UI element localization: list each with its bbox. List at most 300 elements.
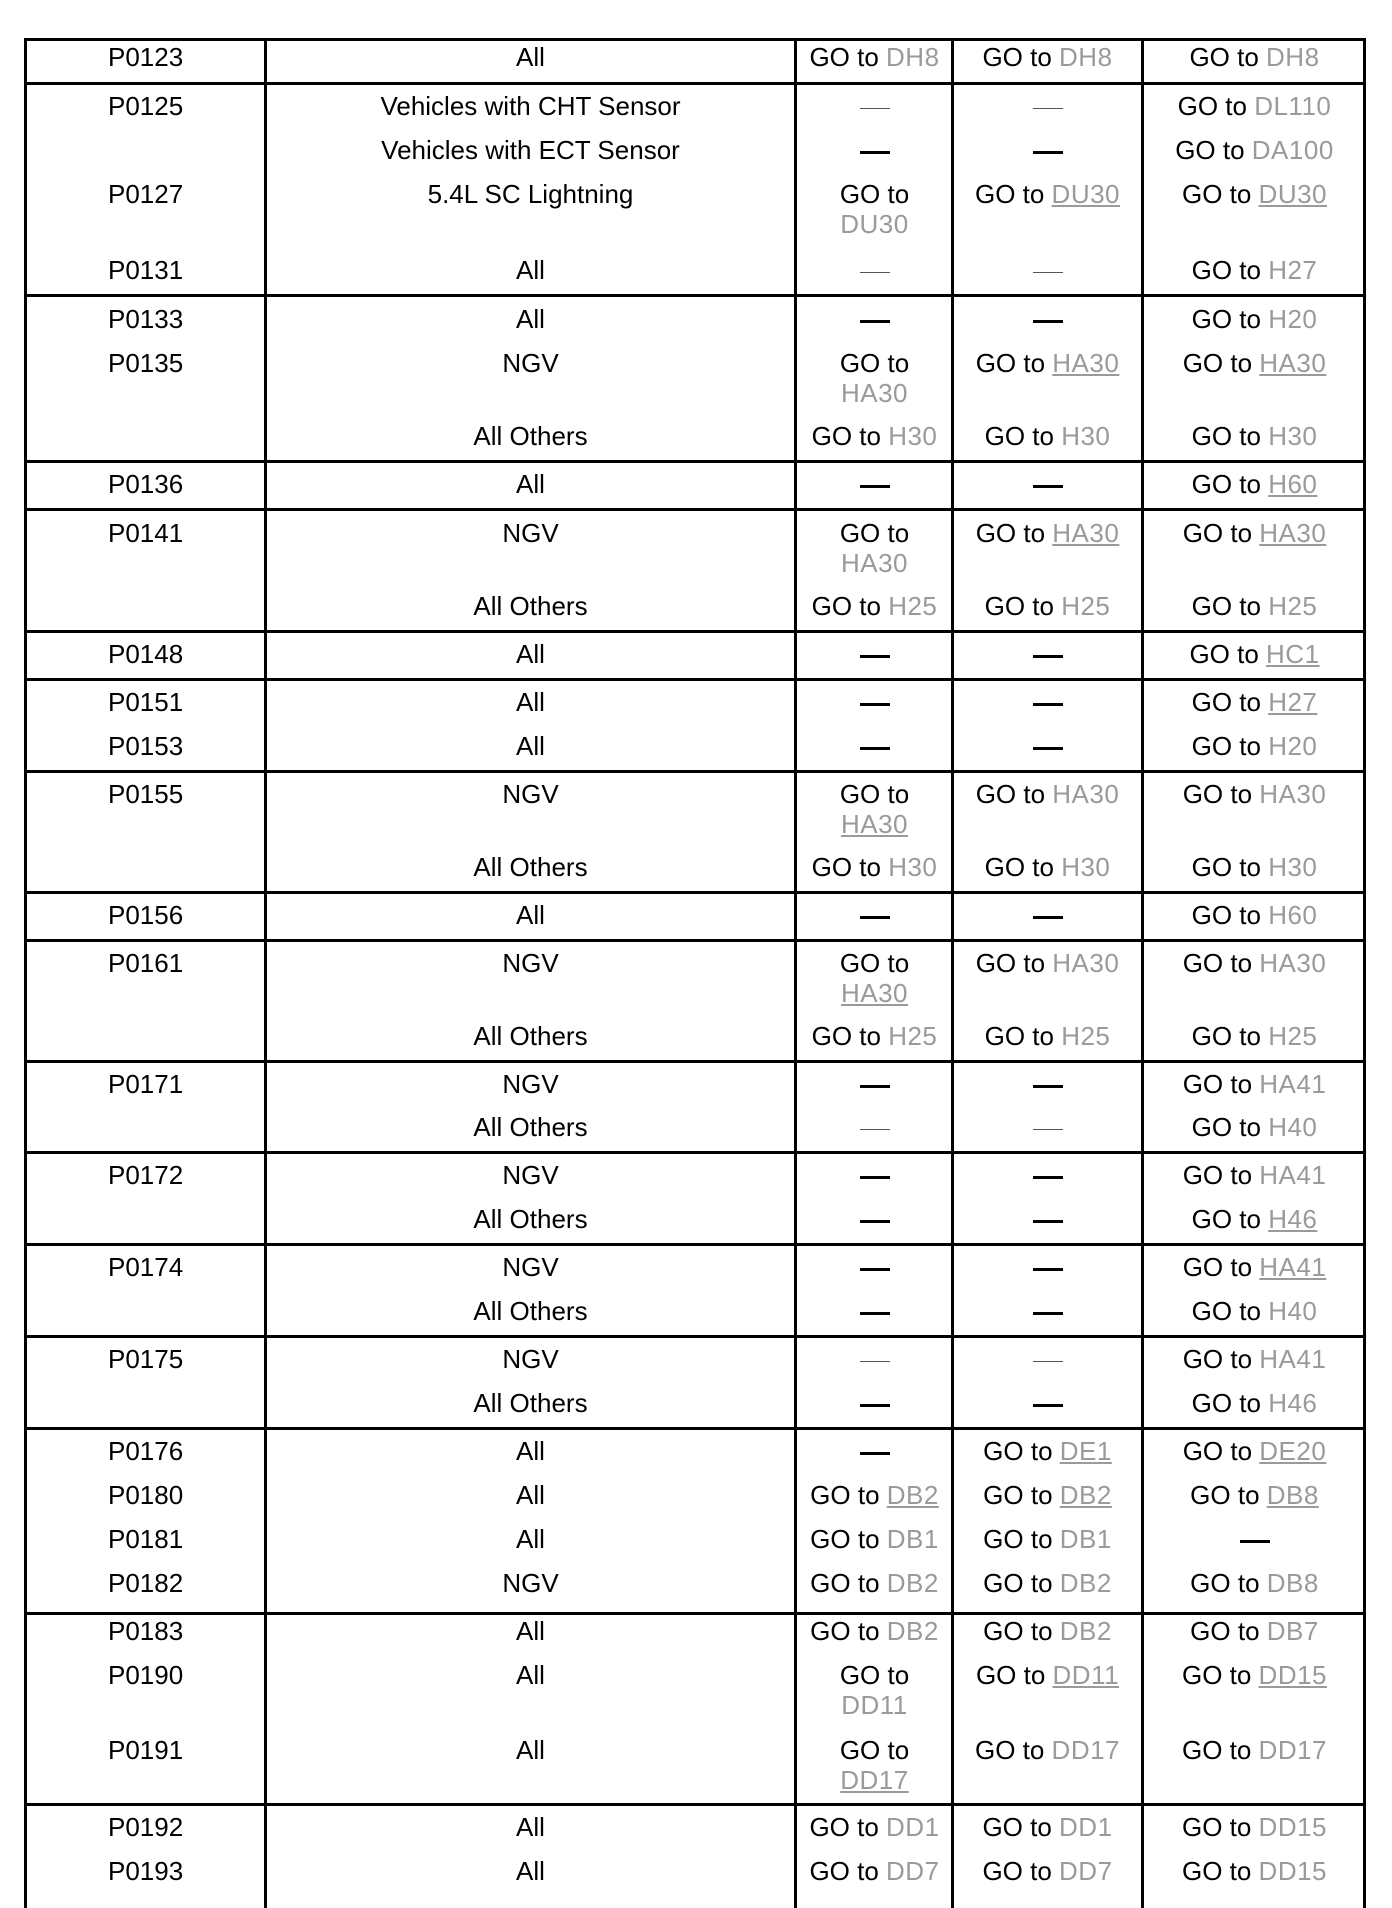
action-cell — [1145, 852, 1364, 882]
action-cell — [1145, 1480, 1364, 1510]
action-cell — [798, 348, 951, 408]
action-cell — [798, 1296, 951, 1326]
goto-label: GO to — [1191, 421, 1269, 451]
action-cell — [798, 135, 951, 165]
action-cell — [798, 469, 951, 499]
action-cell — [798, 255, 951, 285]
action-cell — [798, 1160, 951, 1190]
action-cell — [955, 42, 1140, 72]
action-cell — [955, 1812, 1140, 1842]
action-cell — [798, 1568, 951, 1598]
goto-label: GO to — [1191, 304, 1269, 334]
action-cell — [798, 1112, 951, 1142]
row-divider — [24, 508, 1365, 511]
action-cell — [1145, 1160, 1364, 1190]
goto-label: GO to — [982, 1812, 1060, 1842]
dtc-code: P0153 — [108, 731, 184, 761]
dtc-code: P0181 — [108, 1524, 184, 1554]
pinpoint-test-link[interactable]: H46 — [1268, 1204, 1318, 1234]
action-cell — [798, 518, 951, 578]
goto-label: GO to — [839, 779, 910, 809]
pinpoint-test-link[interactable]: DB8 — [1266, 1480, 1319, 1510]
vehicle-label: All Others — [473, 591, 588, 621]
action-cell — [1145, 1568, 1364, 1598]
dtc-code: P0141 — [108, 518, 184, 548]
dtc-code: P0171 — [108, 1069, 184, 1099]
pinpoint-test-ref: DB8 — [1266, 1568, 1319, 1598]
vehicle-label: NGV — [502, 1568, 559, 1598]
action-cell — [955, 1436, 1140, 1466]
vehicle-label: NGV — [502, 1252, 559, 1282]
goto-label: GO to — [975, 348, 1053, 378]
vehicle-label: All — [516, 687, 545, 717]
pinpoint-test-ref: DD17 — [1258, 1735, 1328, 1765]
row-divider — [24, 82, 1365, 85]
goto-label: GO to — [1191, 852, 1269, 882]
pinpoint-test-link[interactable]: H27 — [1268, 687, 1318, 717]
goto-label: GO to — [839, 1660, 910, 1690]
action-cell — [798, 1524, 951, 1554]
goto-label: GO to — [811, 852, 889, 882]
dash-symbol — [860, 108, 890, 109]
dash-symbol — [860, 1312, 890, 1315]
goto-label: GO to — [975, 518, 1053, 548]
pinpoint-test-link[interactable]: DE20 — [1259, 1436, 1327, 1466]
action-cell — [955, 421, 1140, 451]
vehicle-label: All — [516, 255, 545, 285]
goto-label: GO to — [1182, 348, 1260, 378]
pinpoint-test-ref: H46 — [1268, 1388, 1318, 1418]
action-cell — [798, 1344, 951, 1374]
action-cell — [1145, 731, 1364, 761]
action-cell — [1145, 1112, 1364, 1142]
action-cell — [1145, 518, 1364, 548]
pinpoint-test-ref: DB1 — [1059, 1524, 1112, 1554]
goto-label: GO to — [974, 179, 1052, 209]
row-divider — [24, 1427, 1365, 1430]
pinpoint-test-link[interactable]: DU30 — [1051, 179, 1121, 209]
goto-label: GO to — [1182, 1069, 1260, 1099]
row-divider — [24, 1151, 1365, 1154]
goto-label: GO to — [983, 1616, 1060, 1646]
dtc-code: P0156 — [108, 900, 184, 930]
action-cell — [1145, 1021, 1364, 1051]
action-cell — [955, 639, 1140, 669]
goto-label: GO to — [983, 1436, 1060, 1466]
goto-label: GO to — [811, 591, 889, 621]
pinpoint-test-link[interactable]: HA30 — [840, 978, 909, 1008]
action-cell — [1145, 421, 1364, 451]
dash-symbol — [860, 1085, 890, 1088]
action-cell — [955, 1296, 1140, 1326]
action-cell — [798, 42, 951, 72]
dash-symbol — [860, 1404, 890, 1407]
row-divider — [24, 770, 1365, 773]
pinpoint-test-ref: DD15 — [1258, 1812, 1328, 1842]
pinpoint-test-ref: HA41 — [1259, 1160, 1327, 1190]
pinpoint-test-ref: DB2 — [1059, 1568, 1112, 1598]
goto-label: GO to — [984, 1021, 1062, 1051]
dash-symbol — [1033, 108, 1063, 109]
action-cell — [955, 779, 1140, 809]
pinpoint-test-link[interactable]: H60 — [1268, 469, 1318, 499]
action-cell — [955, 1021, 1140, 1051]
dash-symbol — [1033, 916, 1063, 919]
action-cell — [955, 135, 1140, 165]
dtc-code: P0183 — [108, 1616, 184, 1646]
goto-label: GO to — [809, 1856, 887, 1886]
goto-label: GO to — [809, 1812, 887, 1842]
pinpoint-test-link[interactable]: DB2 — [1059, 1480, 1112, 1510]
action-cell — [955, 591, 1140, 621]
row-divider — [24, 1243, 1365, 1246]
action-cell — [798, 91, 951, 121]
dash-symbol — [1033, 703, 1063, 706]
goto-label: GO to — [1190, 1616, 1267, 1646]
action-cell — [1145, 179, 1364, 209]
action-cell — [955, 1069, 1140, 1099]
action-cell — [1145, 255, 1364, 285]
vehicle-label: All — [516, 1524, 545, 1554]
goto-label: GO to — [1182, 779, 1260, 809]
goto-label: GO to — [1182, 1160, 1260, 1190]
action-cell — [798, 1735, 951, 1795]
pinpoint-test-ref: DA100 — [1251, 135, 1334, 165]
action-cell — [1145, 948, 1364, 978]
goto-label: GO to — [810, 1480, 887, 1510]
action-cell — [798, 1660, 951, 1720]
pinpoint-test-ref: DH8 — [1059, 42, 1113, 72]
goto-label: GO to — [839, 518, 910, 548]
action-cell — [955, 1388, 1140, 1418]
pinpoint-test-ref: DL110 — [1254, 91, 1332, 121]
action-cell — [1145, 304, 1364, 334]
vehicle-label: All — [516, 1856, 545, 1886]
pinpoint-test-link[interactable]: HA30 — [1259, 348, 1327, 378]
vehicle-label: NGV — [502, 518, 559, 548]
action-cell — [798, 687, 951, 717]
vehicle-label: NGV — [502, 779, 559, 809]
action-cell — [955, 852, 1140, 882]
goto-label: GO to — [1181, 179, 1259, 209]
dtc-code: P0151 — [108, 687, 184, 717]
dash-symbol — [1033, 1129, 1063, 1130]
pinpoint-test-ref: HA41 — [1259, 1069, 1327, 1099]
dash-symbol — [860, 485, 890, 488]
action-cell — [955, 1480, 1140, 1510]
goto-label: GO to — [809, 42, 887, 72]
goto-label: GO to — [984, 421, 1062, 451]
column-divider — [1141, 38, 1144, 1908]
vehicle-label: All — [516, 42, 545, 72]
pinpoint-test-ref: DB2 — [886, 1616, 939, 1646]
dash-symbol — [1033, 1312, 1063, 1315]
goto-label: GO to — [1181, 1856, 1259, 1886]
pinpoint-test-ref: DB2 — [1059, 1616, 1112, 1646]
pinpoint-test-link[interactable]: DU30 — [1258, 179, 1328, 209]
vehicle-label: All — [516, 639, 545, 669]
dtc-code: P0191 — [108, 1735, 184, 1765]
goto-label: GO to — [839, 179, 910, 209]
action-cell — [955, 731, 1140, 761]
row-divider — [24, 460, 1365, 463]
dash-symbol — [1033, 1361, 1063, 1362]
dtc-code: P0136 — [108, 469, 184, 499]
action-cell — [955, 1112, 1140, 1142]
pinpoint-test-link[interactable]: HA30 — [840, 809, 909, 839]
dash-symbol — [1033, 747, 1063, 750]
column-divider — [264, 38, 267, 1908]
action-cell — [955, 1735, 1140, 1765]
goto-label: GO to — [1182, 1344, 1260, 1374]
dash-symbol — [1033, 485, 1063, 488]
pinpoint-test-ref: H20 — [1268, 731, 1318, 761]
action-cell — [798, 731, 951, 761]
pinpoint-test-ref: H40 — [1268, 1296, 1318, 1326]
goto-label: GO to — [811, 421, 889, 451]
vehicle-label: All — [516, 1812, 545, 1842]
pinpoint-test-link[interactable]: DD15 — [1258, 1660, 1328, 1690]
goto-label: GO to — [1189, 639, 1267, 669]
pinpoint-test-ref: H25 — [888, 591, 938, 621]
pinpoint-test-ref: DD11 — [841, 1690, 908, 1720]
dtc-code: P0161 — [108, 948, 184, 978]
pinpoint-test-link[interactable]: HA41 — [1259, 1252, 1327, 1282]
action-cell — [798, 1021, 951, 1051]
dtc-code: P0190 — [108, 1660, 184, 1690]
action-cell — [1145, 1252, 1364, 1282]
action-cell — [798, 948, 951, 1008]
goto-label: GO to — [839, 948, 910, 978]
action-cell — [1145, 1388, 1364, 1418]
goto-label: GO to — [983, 1480, 1060, 1510]
action-cell — [955, 1616, 1140, 1646]
action-cell — [1145, 591, 1364, 621]
goto-label: GO to — [974, 1735, 1052, 1765]
vehicle-label: Vehicles with ECT Sensor — [381, 135, 680, 165]
pinpoint-test-ref: H30 — [1268, 852, 1318, 882]
goto-label: GO to — [1181, 1812, 1259, 1842]
vehicle-label: NGV — [502, 348, 559, 378]
dtc-code: P0175 — [108, 1344, 184, 1374]
goto-label: GO to — [811, 1021, 889, 1051]
pinpoint-test-ref: H25 — [1061, 591, 1111, 621]
pinpoint-test-link[interactable]: HC1 — [1266, 639, 1320, 669]
action-cell — [955, 1344, 1140, 1374]
pinpoint-test-ref: HA30 — [840, 378, 909, 408]
pinpoint-test-ref: H30 — [1061, 852, 1111, 882]
pinpoint-test-link[interactable]: HA30 — [1052, 518, 1120, 548]
row-divider — [24, 678, 1365, 681]
action-cell — [1145, 1296, 1364, 1326]
row-divider — [24, 1060, 1365, 1063]
pinpoint-test-link[interactable]: DD11 — [1052, 1660, 1120, 1690]
goto-label: GO to — [1191, 1296, 1269, 1326]
action-cell — [798, 1616, 951, 1646]
row-divider — [24, 38, 1365, 41]
action-cell — [798, 1436, 951, 1466]
action-cell — [955, 179, 1140, 209]
vehicle-label: All Others — [473, 1021, 588, 1051]
action-cell — [1145, 1735, 1364, 1765]
goto-label: GO to — [982, 42, 1060, 72]
vehicle-label: All — [516, 900, 545, 930]
vehicle-label: All Others — [473, 421, 588, 451]
pinpoint-test-ref: H30 — [888, 852, 938, 882]
pinpoint-test-ref: H30 — [1061, 421, 1111, 451]
action-cell — [1145, 1524, 1364, 1554]
action-cell — [1145, 1856, 1364, 1886]
action-cell — [1145, 91, 1364, 121]
action-cell — [1145, 779, 1364, 809]
action-cell — [955, 255, 1140, 285]
row-divider — [24, 891, 1365, 894]
vehicle-label: All — [516, 1660, 545, 1690]
pinpoint-test-ref: HA30 — [1052, 948, 1120, 978]
action-cell — [798, 421, 951, 451]
pinpoint-test-ref: HA30 — [840, 548, 909, 578]
pinpoint-test-ref: H25 — [1268, 1021, 1318, 1051]
goto-label: GO to — [839, 348, 910, 378]
dtc-code: P0148 — [108, 639, 184, 669]
action-cell — [955, 1856, 1140, 1886]
dtc-code: P0125 — [108, 91, 184, 121]
action-cell — [955, 518, 1140, 548]
goto-label: GO to — [1191, 687, 1269, 717]
dash-symbol — [860, 1452, 890, 1455]
pinpoint-test-link[interactable]: DD17 — [840, 1765, 909, 1795]
dash-symbol — [1033, 1176, 1063, 1179]
dash-symbol — [860, 747, 890, 750]
action-cell — [1145, 1616, 1364, 1646]
vehicle-label: NGV — [502, 1344, 559, 1374]
vehicle-label: All Others — [473, 852, 588, 882]
goto-label: GO to — [1191, 1112, 1269, 1142]
dash-symbol — [1033, 1220, 1063, 1223]
pinpoint-test-ref: HA30 — [1259, 779, 1327, 809]
pinpoint-test-ref: DB7 — [1266, 1616, 1319, 1646]
pinpoint-test-link[interactable]: DB2 — [886, 1480, 939, 1510]
vehicle-label: Vehicles with CHT Sensor — [380, 91, 681, 121]
pinpoint-test-link[interactable]: DE1 — [1059, 1436, 1112, 1466]
goto-label: GO to — [1189, 42, 1267, 72]
goto-label: GO to — [1191, 1204, 1269, 1234]
dash-symbol — [860, 916, 890, 919]
action-cell — [1145, 1069, 1364, 1099]
pinpoint-test-link[interactable]: HA30 — [1052, 348, 1120, 378]
vehicle-label: All Others — [473, 1204, 588, 1234]
action-cell — [955, 1252, 1140, 1282]
vehicle-label: All Others — [473, 1112, 588, 1142]
action-cell — [1145, 639, 1364, 669]
pinpoint-test-link[interactable]: HA30 — [1259, 518, 1327, 548]
dash-symbol — [860, 1220, 890, 1223]
goto-label: GO to — [975, 1660, 1053, 1690]
dash-symbol — [860, 320, 890, 323]
goto-label: GO to — [1177, 91, 1255, 121]
row-divider — [24, 630, 1365, 633]
goto-label: GO to — [839, 1735, 910, 1765]
dtc-code: P0180 — [108, 1480, 184, 1510]
dtc-code: P0135 — [108, 348, 184, 378]
action-cell — [798, 1069, 951, 1099]
goto-label: GO to — [1191, 1021, 1269, 1051]
action-cell — [1145, 348, 1364, 378]
action-cell — [798, 1252, 951, 1282]
action-cell — [798, 591, 951, 621]
goto-label: GO to — [1182, 518, 1260, 548]
pinpoint-test-ref: DD7 — [1059, 1856, 1113, 1886]
goto-label: GO to — [975, 779, 1053, 809]
dash-symbol — [1033, 151, 1063, 154]
dash-symbol — [1033, 655, 1063, 658]
pinpoint-test-ref: HA30 — [1259, 948, 1327, 978]
vehicle-label: NGV — [502, 1160, 559, 1190]
action-cell — [798, 779, 951, 839]
row-divider — [24, 1612, 1365, 1615]
action-cell — [1145, 687, 1364, 717]
pinpoint-test-ref: H27 — [1268, 255, 1318, 285]
action-cell — [798, 900, 951, 930]
dtc-code: P0193 — [108, 1856, 184, 1886]
action-cell — [1145, 1436, 1364, 1466]
vehicle-label: All — [516, 1436, 545, 1466]
action-cell — [955, 1204, 1140, 1234]
vehicle-label: All — [516, 1480, 545, 1510]
goto-label: GO to — [983, 1524, 1060, 1554]
pinpoint-test-ref: DH8 — [886, 42, 940, 72]
goto-label: GO to — [982, 1856, 1060, 1886]
pinpoint-test-ref: H25 — [888, 1021, 938, 1051]
action-cell — [955, 91, 1140, 121]
pinpoint-test-ref: H60 — [1268, 900, 1318, 930]
dash-symbol — [860, 1129, 890, 1130]
goto-label: GO to — [1182, 948, 1260, 978]
action-cell — [798, 1856, 951, 1886]
pinpoint-test-ref: DD1 — [886, 1812, 940, 1842]
action-cell — [955, 1660, 1140, 1690]
row-divider — [24, 939, 1365, 942]
dtc-code: P0127 — [108, 179, 184, 209]
action-cell — [1145, 900, 1364, 930]
vehicle-label: All — [516, 1735, 545, 1765]
pinpoint-test-ref: DD17 — [1051, 1735, 1121, 1765]
goto-label: GO to — [810, 1568, 887, 1598]
dtc-code: P0182 — [108, 1568, 184, 1598]
dtc-code: P0131 — [108, 255, 184, 285]
row-divider — [24, 294, 1365, 297]
vehicle-label: NGV — [502, 948, 559, 978]
dash-symbol — [1033, 1085, 1063, 1088]
pinpoint-test-ref: H20 — [1268, 304, 1318, 334]
dash-symbol — [860, 703, 890, 706]
pinpoint-test-ref: H25 — [1268, 591, 1318, 621]
goto-label: GO to — [1175, 135, 1252, 165]
goto-label: GO to — [1191, 255, 1269, 285]
pinpoint-test-ref: DD7 — [886, 1856, 940, 1886]
row-divider — [24, 1335, 1365, 1338]
pinpoint-test-ref: HA41 — [1259, 1344, 1327, 1374]
action-cell — [798, 852, 951, 882]
column-divider — [794, 38, 797, 1908]
goto-label: GO to — [810, 1524, 887, 1554]
action-cell — [955, 1524, 1140, 1554]
dash-symbol — [1033, 1268, 1063, 1271]
dash-symbol — [860, 1361, 890, 1362]
action-cell — [955, 304, 1140, 334]
vehicle-label: All — [516, 731, 545, 761]
dash-symbol — [1033, 320, 1063, 323]
